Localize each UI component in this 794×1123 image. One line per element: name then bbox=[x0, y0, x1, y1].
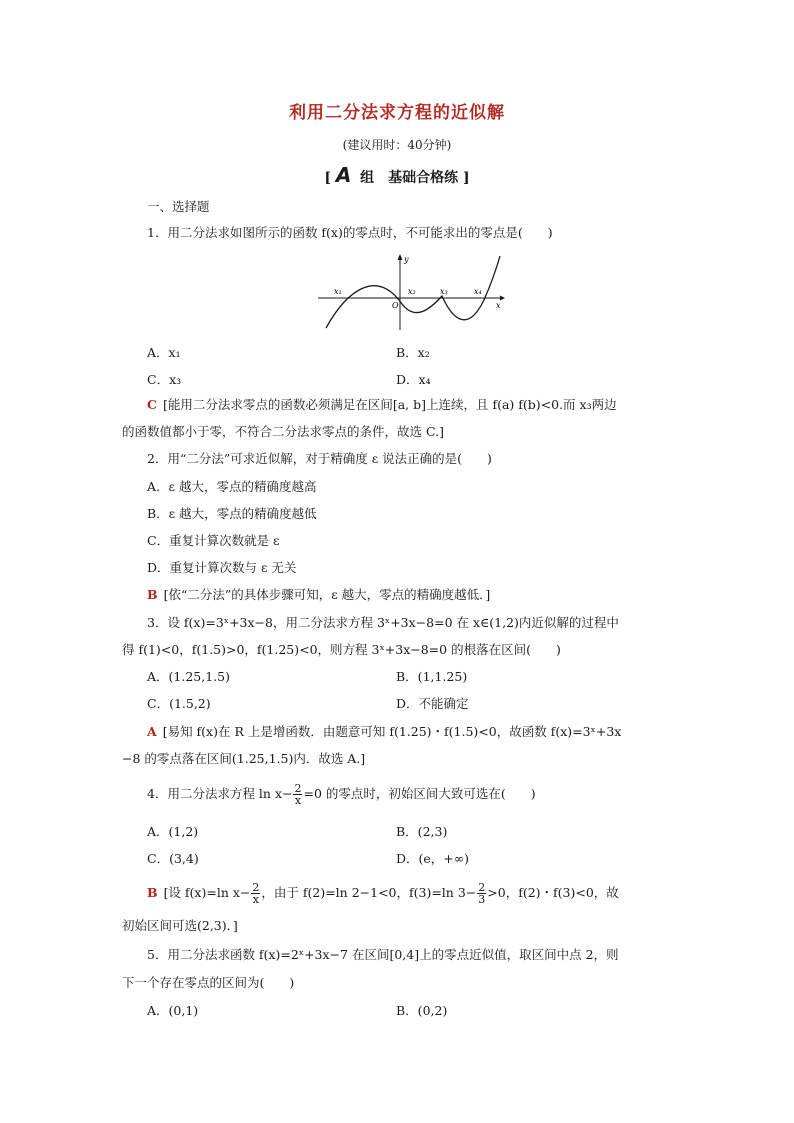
q5-stem-line2: 下一个存在零点的区间为( ) bbox=[122, 975, 295, 990]
q4-option-a: A．(1,2) bbox=[147, 824, 199, 839]
q3-option-c: C．(1.5,2) bbox=[147, 696, 211, 711]
q4-explain-post: >0，f(2)・f(3)<0，故 bbox=[487, 885, 619, 900]
label-x4: x₄ bbox=[474, 287, 482, 296]
label-origin: O bbox=[392, 301, 399, 310]
q2-option-b: B．ε 越大，零点的精确度越低 bbox=[147, 506, 317, 521]
label-x1: x₁ bbox=[334, 287, 342, 296]
q3-stem-line2: 得 f(1)<0，f(1.5)>0，f(1.25)<0，则方程 3ˣ+3x−8=0 的根落在区间( ) bbox=[122, 642, 561, 657]
q3-option-b: B．(1,1.25) bbox=[396, 669, 468, 684]
q4-explain-frac1-num: 2 bbox=[252, 881, 260, 894]
q4-option-d: D．(e，+∞) bbox=[396, 851, 470, 866]
q4-stem-pre: 4．用二分法求方程 ln x− bbox=[147, 786, 293, 801]
function-graph bbox=[316, 252, 506, 332]
q1-explain-text1: [能用二分法求零点的函数必须满足在区间[a, b]上连续，且 f(a) f(b)<0.而 x₃两边 bbox=[162, 397, 617, 412]
q1-option-d: D．x₄ bbox=[396, 372, 431, 387]
q4-explain-frac2-den: 3 bbox=[478, 893, 486, 906]
q1-explanation-line1 bbox=[147, 397, 617, 413]
q2-option-d: D．重复计算次数与 ε 无关 bbox=[147, 560, 297, 575]
q4-explain-fraction1 bbox=[251, 882, 260, 905]
section-heading: 一、选择题 bbox=[147, 199, 210, 214]
q4-option-c: C．(3,4) bbox=[147, 851, 199, 866]
page-title: 利用二分法求方程的近似解 bbox=[289, 103, 505, 123]
q3-explain-text1: [易知 f(x)在 R 上是增函数．由题意可知 f(1.25)・f(1.5)<0，故函数 f(x)=3ˣ+3x bbox=[162, 724, 622, 739]
q4-explain-mid: ，由于 f(2)=ln 2−1<0，f(3)=ln 3− bbox=[261, 885, 477, 900]
group-bracket-right: ] bbox=[463, 170, 470, 186]
q1-explanation-line2: 的函数值都小于零，不符合二分法求零点的条件，故选 C.] bbox=[122, 424, 444, 439]
q3-answer: A bbox=[147, 724, 157, 739]
suggested-time: (建议用时：40分钟) bbox=[342, 138, 452, 152]
label-x3: x₃ bbox=[440, 287, 448, 296]
q1-answer: C bbox=[147, 397, 157, 412]
q5-stem-line1: 5．用二分法求函数 f(x)=2ˣ+3x−7 在区间[0,4]上的零点近似值，取区间中点 2，则 bbox=[147, 947, 619, 962]
q4-explain-frac1-den: x bbox=[252, 893, 259, 906]
q3-option-a: A．(1.25,1.5) bbox=[147, 669, 230, 684]
q2-answer: B bbox=[147, 587, 158, 602]
q4-explain-frac2-num: 2 bbox=[478, 881, 486, 894]
q4-explain-fraction2 bbox=[477, 882, 486, 905]
q4-fraction bbox=[293, 783, 302, 806]
q4-stem-post: =0 的零点时，初始区间大致可选在( ) bbox=[303, 786, 536, 801]
group-letter: A bbox=[335, 163, 352, 187]
q3-explanation-line1 bbox=[147, 724, 621, 740]
q2-option-c: C．重复计算次数就是 ε bbox=[147, 533, 280, 548]
label-x2: x₂ bbox=[408, 287, 416, 296]
q2-explain-text: [依“二分法”的具体步骤可知，ε 越大，零点的精确度越低．] bbox=[163, 587, 491, 602]
q5-option-a: A．(0,1) bbox=[147, 1003, 199, 1018]
group-heading bbox=[0, 163, 794, 187]
label-y-axis: y bbox=[404, 255, 409, 264]
q2-stem: 2．用“二分法”可求近似解，对于精确度 ε 说法正确的是( ) bbox=[147, 451, 492, 466]
q1-option-c: C．x₃ bbox=[147, 372, 182, 387]
group-bracket-left: [ bbox=[324, 170, 331, 186]
q3-explanation-line2: −8 的零点落在区间(1.25,1.5)内．故选 A.] bbox=[122, 751, 366, 766]
q4-stem bbox=[147, 782, 536, 806]
q4-explanation-line1 bbox=[147, 880, 619, 906]
q3-option-d: D．不能确定 bbox=[396, 696, 469, 711]
q4-frac-num: 2 bbox=[294, 782, 302, 795]
q3-stem-line1: 3．设 f(x)=3ˣ+3x−8，用二分法求方程 3ˣ+3x−8=0 在 x∈(1,2)内近似解的过程中 bbox=[147, 615, 619, 630]
y-axis-arrow bbox=[398, 254, 403, 260]
q4-frac-den: x bbox=[294, 794, 302, 807]
q1-option-a: A．x₁ bbox=[147, 345, 181, 360]
q2-option-a: A．ε 越大，零点的精确度越高 bbox=[147, 479, 317, 494]
q4-explain-pre: [设 f(x)=ln x− bbox=[163, 885, 251, 900]
q4-answer: B bbox=[147, 885, 158, 900]
x-axis-arrow bbox=[500, 296, 505, 301]
q4-explanation-line2: 初始区间可选(2,3)．] bbox=[122, 918, 238, 933]
group-label: 组 基础合格练 bbox=[360, 170, 459, 186]
q1-stem: 1．用二分法求如图所示的函数 f(x)的零点时，不可能求出的零点是( ) bbox=[147, 225, 553, 240]
q2-explanation bbox=[147, 587, 490, 603]
q5-option-b: B．(0,2) bbox=[396, 1003, 448, 1018]
label-x-axis: x bbox=[496, 301, 501, 310]
q1-option-b: B．x₂ bbox=[396, 345, 430, 360]
q4-option-b: B．(2,3) bbox=[396, 824, 448, 839]
